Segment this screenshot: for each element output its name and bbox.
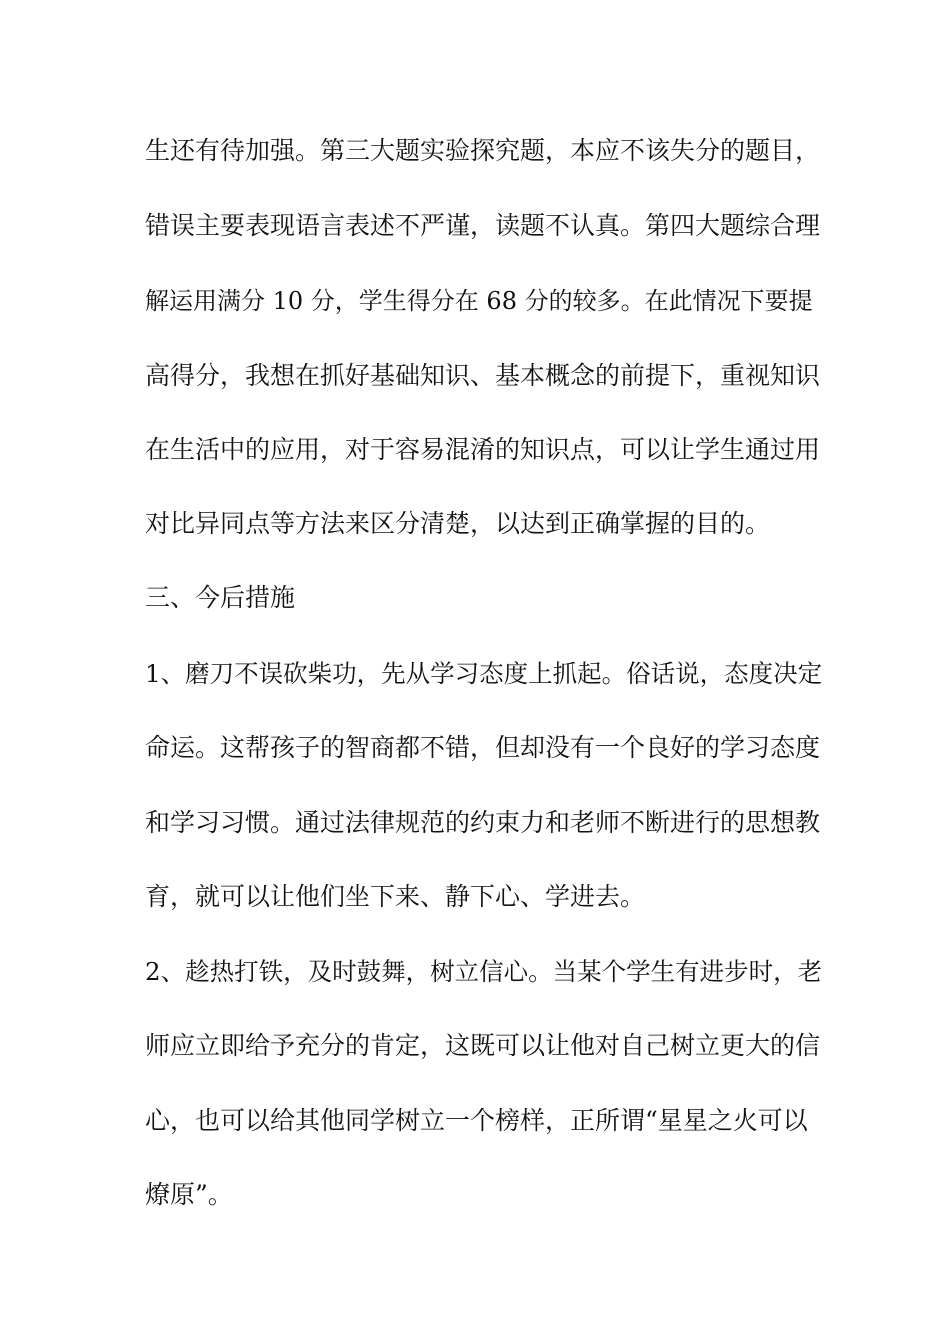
list-item-text-line: 命运。这帮孩子的智商都不错，但却没有一个良好的学习态度 <box>145 733 821 762</box>
section-heading: 三、今后措施 <box>145 583 296 612</box>
text-line: 对比异同点等方法来区分清楚，以达到正确掌握的目的。 <box>145 509 771 538</box>
list-item-text-line: 师应立即给予充分的肯定，这既可以让他对自己树立更大的信 <box>145 1031 821 1060</box>
list-item-text-line: 2、趁热打铁，及时鼓舞，树立信心。当某个学生有进步时，老 <box>145 957 823 986</box>
list-item-text-line: 心，也可以给其他同学树立一个榜样，正所谓“星星之火可以 <box>145 1106 808 1135</box>
text-line: 在生活中的应用，对于容易混淆的知识点，可以让学生通过用 <box>145 435 821 464</box>
text-line: 高得分，我想在抓好基础知识、基本概念的前提下，重视知识 <box>145 361 821 390</box>
list-item-text-line: 和学习习惯。通过法律规范的约束力和老师不断进行的思想教 <box>145 808 821 837</box>
text-line: 生还有待加强。第三大题实验探究题，本应不该失分的题目， <box>145 136 821 165</box>
text-line: 解运用满分 10 分，学生得分在 68 分的较多。在此情况下要提 <box>145 287 813 315</box>
text-line: 错误主要表现语言表述不严谨，读题不认真。第四大题综合理 <box>145 211 821 240</box>
list-item-text-line: 燎原”。 <box>145 1180 233 1209</box>
list-item-text-line: 育，就可以让他们坐下来、静下心、学进去。 <box>145 882 646 911</box>
list-item-text-line: 1、磨刀不误砍柴功，先从学习态度上抓起。俗话说，态度决定 <box>145 659 823 688</box>
